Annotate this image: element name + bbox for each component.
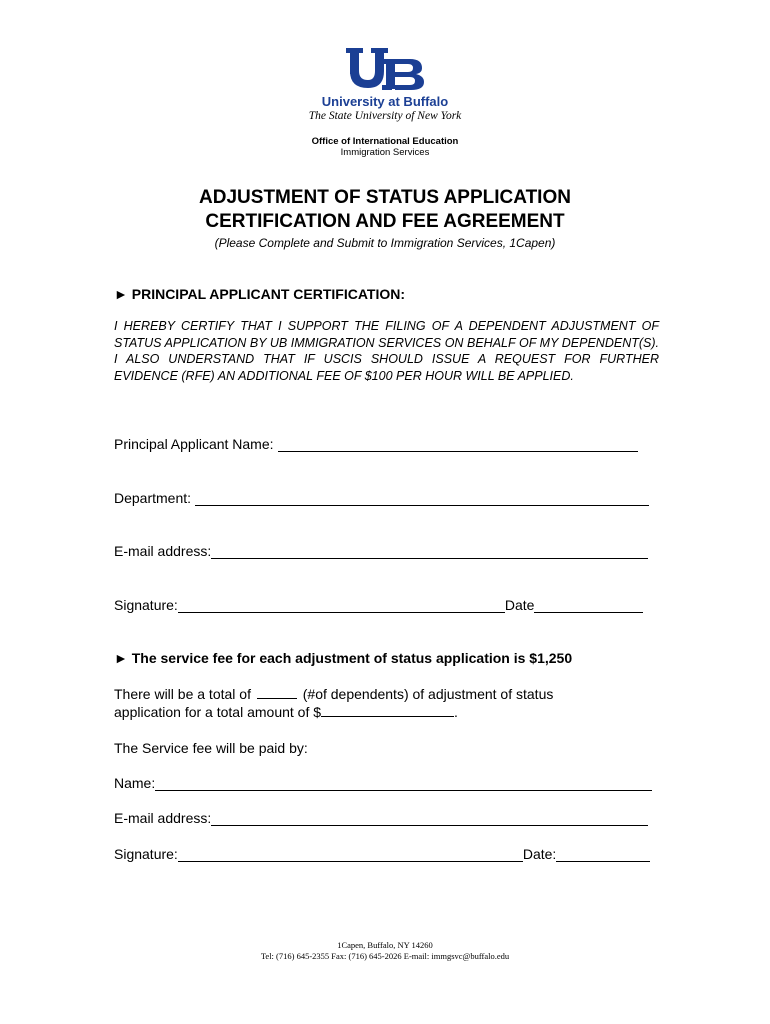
fee-paragraph xyxy=(114,685,553,721)
applicant-date-field[interactable] xyxy=(534,598,643,613)
payer-name-field[interactable] xyxy=(155,776,652,791)
document-title xyxy=(0,186,770,234)
principal-name-row xyxy=(114,436,638,452)
payer-signature-field[interactable] xyxy=(178,847,523,862)
principal-name-field[interactable] xyxy=(278,437,638,452)
title-note: (Please Complete and Submit to Immigration Services, 1Capen) xyxy=(214,236,556,250)
payer-name-label: Name: xyxy=(114,775,156,791)
total-amount-field[interactable] xyxy=(321,704,454,717)
dependents-count-field[interactable] xyxy=(257,686,297,699)
payer-signature-row xyxy=(114,846,650,862)
payer-date-field[interactable] xyxy=(556,847,650,862)
certification-heading: ► PRINCIPAL APPLICANT CERTIFICATION: xyxy=(114,286,405,302)
payer-email-field[interactable] xyxy=(211,811,648,826)
ub-logo xyxy=(344,45,426,91)
fee-line-2 xyxy=(114,703,553,721)
office-name: Office of International Education xyxy=(311,136,459,147)
applicant-signature-row xyxy=(114,597,643,613)
fee-line-1-end: (#of dependents) of adjustment of status xyxy=(302,686,554,702)
applicant-email-row xyxy=(114,543,648,559)
title-line-2: CERTIFICATION AND FEE AGREEMENT xyxy=(205,211,565,232)
department-label: Department: xyxy=(114,490,192,506)
applicant-signature-field[interactable] xyxy=(178,598,505,613)
department-name: Immigration Services xyxy=(340,147,430,158)
university-subtitle: The State University of New York xyxy=(308,110,462,122)
fee-line-1-start: There will be a total of xyxy=(114,686,251,702)
applicant-date-label: Date xyxy=(504,597,535,613)
paid-by-label: The Service fee will be paid by: xyxy=(114,740,308,756)
payer-date-label: Date: xyxy=(522,846,557,862)
department-field[interactable] xyxy=(195,491,649,506)
fee-line-2-end: . xyxy=(454,704,458,720)
payer-email-label: E-mail address: xyxy=(114,810,212,826)
applicant-signature-label: Signature: xyxy=(114,597,178,613)
payer-email-row xyxy=(114,810,648,826)
principal-name-label: Principal Applicant Name: xyxy=(114,436,274,452)
university-name: University at Buffalo xyxy=(321,94,449,109)
fee-line-1 xyxy=(114,685,553,703)
footer-contact: Tel: (716) 645-2355 Fax: (716) 645-2026 E-mail: immgsvc@buffalo.edu xyxy=(260,951,510,961)
certification-text: I HEREBY CERTIFY THAT I SUPPORT THE FILING OF A DEPENDENT ADJUSTMENT OF STATUS APPLICATION BY UB IMMIGRATION SERVICES ON BEHALF OF MY DEPENDENT(S). I ALSO UNDERSTAND THAT IF USCIS SHOULD ISSUE A REQUEST FOR FURTHER EVIDENCE (RFE) AN ADDITIONAL FEE OF $100 PER HOUR WILL BE APPLIED. xyxy=(114,319,659,383)
department-row xyxy=(114,490,649,506)
fee-heading: ► The service fee for each adjustment of status application is $1,250 xyxy=(114,650,573,666)
fee-line-2-start: application for a total amount of $ xyxy=(114,704,322,720)
title-line-1: ADJUSTMENT OF STATUS APPLICATION xyxy=(199,187,571,208)
payer-signature-label: Signature: xyxy=(114,846,178,862)
payer-name-row xyxy=(114,775,652,791)
footer-address: 1Capen, Buffalo, NY 14260 xyxy=(337,940,433,950)
footer xyxy=(0,940,770,962)
applicant-email-label: E-mail address: xyxy=(114,543,212,559)
applicant-email-field[interactable] xyxy=(211,544,648,559)
